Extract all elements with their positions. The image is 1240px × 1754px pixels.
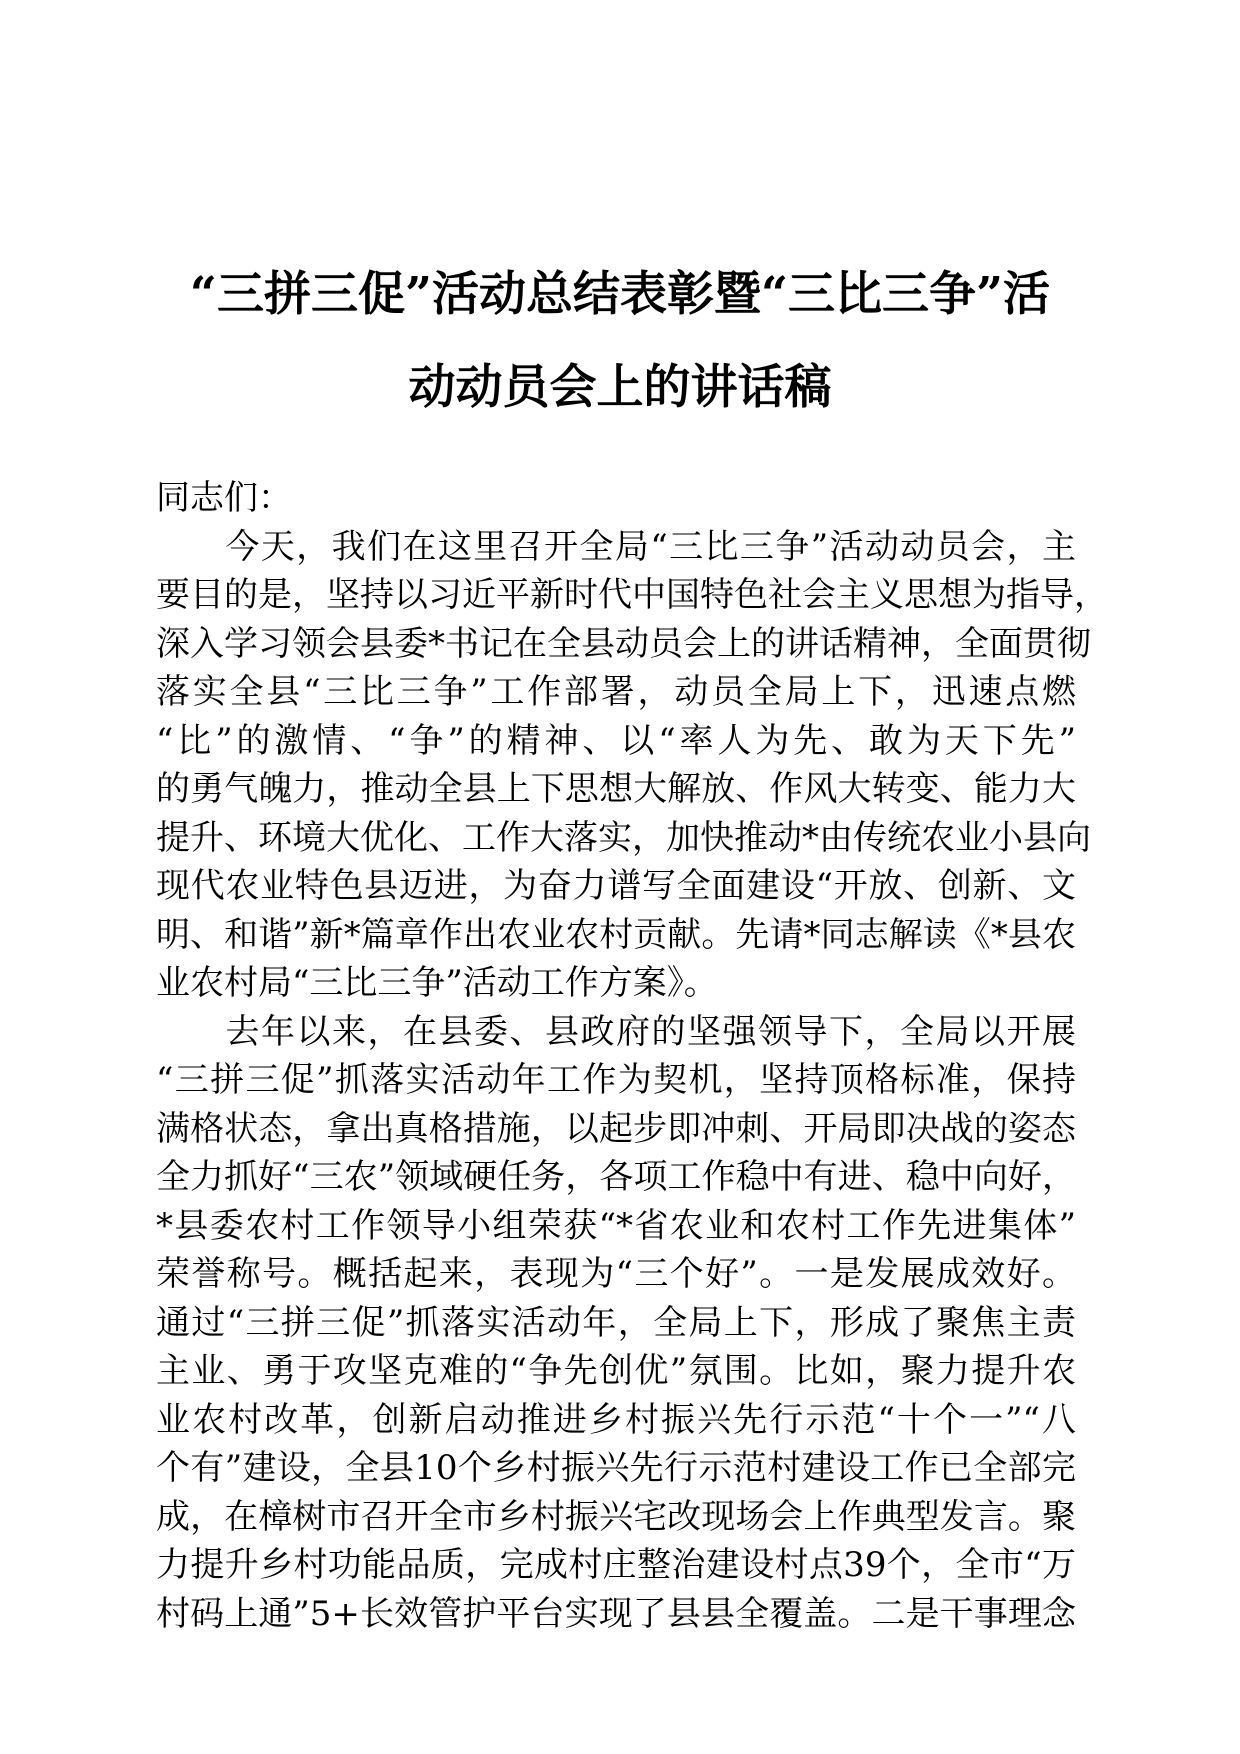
paragraph-2	[156, 1008, 1076, 1639]
title-line: “三拼三促”活动总结表彰暨“三比三争”活	[189, 267, 1051, 322]
document-title	[150, 248, 1090, 434]
paragraph-line: “比”的激情、“争”的精神、以“率人为先、敢为天下先”	[156, 720, 1076, 761]
paragraph-line: 深入学习领会县委*书记在全县动员会上的讲话精神，全面贯彻	[156, 623, 1091, 664]
paragraph-1	[156, 523, 1108, 1008]
paragraph-line: “三拼三促”抓落实活动年工作为契机，坚持顶格标准，保持	[156, 1060, 1076, 1100]
paragraph-line: 现代农业特色县迈进，为奋力谱写全面建设“开放、创新、文	[156, 866, 1076, 906]
paragraph-line: *县委农村工作领导小组荣获“*省农业和农村工作先进集体”	[156, 1205, 1076, 1246]
paragraph-line: 业农村局“三比三争”活动工作方案》。	[156, 963, 718, 1003]
paragraph-line: 荣誉称号。概括起来，表现为“三个好”。一是发展成效好。	[156, 1254, 1076, 1294]
paragraph-line: 的勇气魄力，推动全县上下思想大解放、作风大转变、能力大	[156, 769, 1076, 809]
paragraph-line: 落实全县“三比三争”工作部署，动员全局上下，迅速点燃	[156, 672, 1076, 712]
paragraph-line: 通过“三拼三促”抓落实活动年，全局上下，形成了聚焦主责	[156, 1302, 1076, 1343]
paragraph-line: 明、和谐”新*篇章作出农业农村贡献。先请*同志解读《*县农	[156, 914, 1076, 955]
paragraph-line: 主业、勇于攻坚克难的“争先创优”氛围。比如，聚力提升农	[156, 1351, 1076, 1391]
document-body	[156, 474, 1108, 1638]
paragraph-line: 提升、环境大优化、工作大落实，加快推动*由传统农业小县向	[156, 817, 1091, 858]
paragraph-line: 去年以来，在县委、县政府的坚强领导下，全局以开展	[224, 1011, 1076, 1052]
paragraph-line: 满格状态，拿出真格措施，以起步即冲刺、开局即决战的姿态	[156, 1108, 1076, 1149]
paragraph-line: 今天，我们在这里召开全局“三比三争”活动动员会，主	[224, 526, 1076, 567]
paragraph-line: 村码上通”5+长效管护平台实现了县县全覆盖。二是干事理念	[156, 1593, 1076, 1634]
paragraph-line: 全力抓好“三农”领域硬任务，各项工作稳中有进、稳中向好，	[156, 1157, 1076, 1197]
paragraph-line: 个有”建设，全县10个乡村振兴先行示范村建设工作已全部完	[156, 1448, 1076, 1488]
paragraph-line: 成，在樟树市召开全市乡村振兴宅改现场会上作典型发言。聚	[156, 1496, 1076, 1537]
paragraph-line: 业农村改革，创新启动推进乡村振兴先行示范“十个一”“八	[156, 1399, 1076, 1440]
title-line: 动动员会上的讲话稿	[408, 360, 832, 415]
salutation: 同志们：	[156, 478, 292, 518]
paragraph-line: 力提升乡村功能品质，完成村庄整治建设村点39个，全市“万	[156, 1545, 1076, 1585]
paragraph-line: 要目的是，坚持以习近平新时代中国特色社会主义思想为指导，	[156, 575, 1108, 615]
